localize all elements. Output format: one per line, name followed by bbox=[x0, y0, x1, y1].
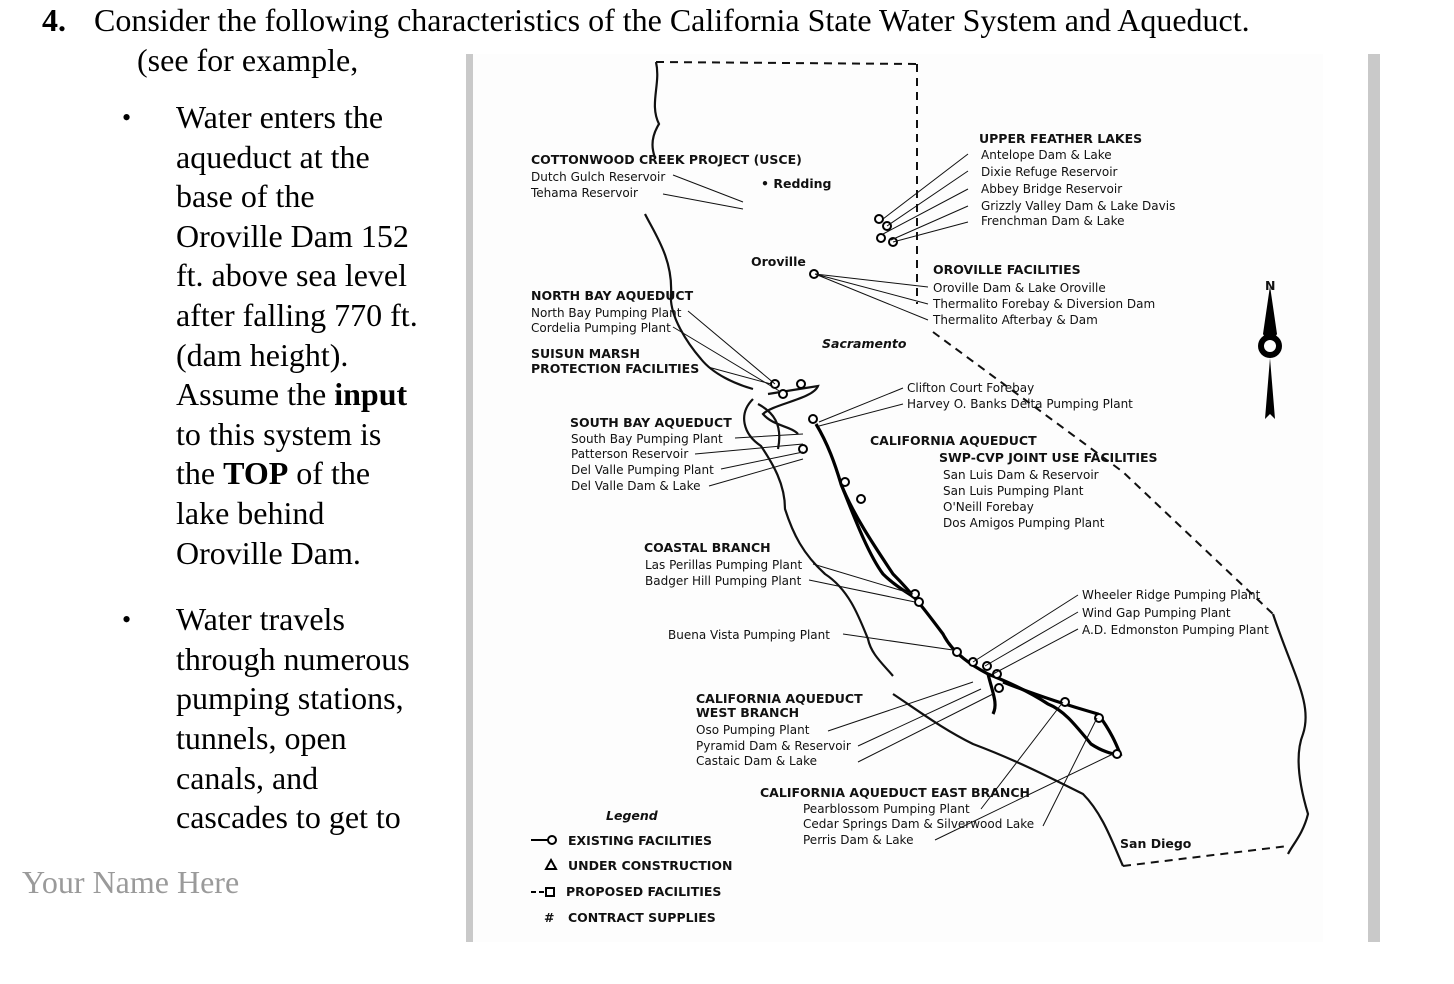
wheeler-item: Wind Gap Pumping Plant bbox=[1082, 606, 1231, 620]
west-branch-item: Oso Pumping Plant bbox=[696, 723, 810, 737]
bullet-list bbox=[118, 98, 448, 838]
east-branch-item: Cedar Springs Dam & Silverwood Lake bbox=[803, 817, 1035, 831]
suisun-title-line: PROTECTION FACILITIES bbox=[531, 361, 700, 376]
bullet-line: Oroville Dam. bbox=[176, 534, 361, 571]
bullet-line: cascades to get to bbox=[176, 799, 401, 836]
bullet-line: aqueduct at the bbox=[176, 138, 370, 175]
south-bay-item: Del Valle Dam & Lake bbox=[571, 479, 701, 493]
bullet-line: • Water enters the bbox=[176, 99, 384, 135]
legend-item: EXISTING FACILITIES bbox=[568, 833, 713, 848]
cottonwood-item: Tehama Reservoir bbox=[531, 186, 638, 200]
oroville-facilities-title: OROVILLE FACILITIES bbox=[933, 262, 1081, 277]
oroville-facilities-item: Oroville Dam & Lake Oroville bbox=[933, 281, 1106, 295]
buena-vista-label: Buena Vista Pumping Plant bbox=[668, 628, 830, 642]
coastal-branch-item: Badger Hill Pumping Plant bbox=[645, 574, 802, 588]
bullet-line: to this system is bbox=[176, 415, 382, 452]
south-bay-item: South Bay Pumping Plant bbox=[571, 432, 723, 446]
bullet-item-travel bbox=[118, 600, 448, 838]
north-arrow-icon bbox=[1258, 278, 1282, 419]
sacramento-label: Sacramento bbox=[822, 336, 907, 351]
coastal-branch-item: Las Perillas Pumping Plant bbox=[645, 558, 803, 572]
map-legend bbox=[531, 808, 733, 925]
north-coast bbox=[645, 62, 753, 389]
legend-title: Legend bbox=[606, 808, 658, 823]
image-frame-right bbox=[1368, 54, 1380, 942]
swp-cvp-title: SWP-CVP JOINT USE FACILITIES bbox=[939, 450, 1158, 465]
bullet-line: • Water travels bbox=[176, 601, 345, 638]
legend-item: UNDER CONSTRUCTION bbox=[568, 858, 733, 873]
upper-feather-item: Dixie Refuge Reservoir bbox=[981, 165, 1118, 179]
south-bay-title: SOUTH BAY AQUEDUCT bbox=[570, 415, 732, 430]
north-bay-title: NORTH BAY AQUEDUCT bbox=[531, 288, 694, 303]
upper-feather-item: Antelope Dam & Lake bbox=[981, 148, 1112, 162]
cottonwood-item: Dutch Gulch Reservoir bbox=[531, 170, 666, 184]
upper-feather-item: Grizzly Valley Dam & Lake Davis bbox=[981, 199, 1176, 213]
california-aqueduct-label: CALIFORNIA AQUEDUCT bbox=[870, 433, 1037, 448]
coastal-branch-line bbox=[841, 484, 916, 599]
oroville-city-label: Oroville bbox=[751, 254, 806, 269]
bullet-line: ft. above sea level bbox=[176, 257, 407, 294]
swp-cvp-item: San Luis Dam & Reservoir bbox=[943, 468, 1099, 482]
bullet-line bbox=[176, 375, 448, 415]
bullet-line: after falling 770 ft. bbox=[176, 296, 418, 333]
bullet-line: Oroville Dam 152 bbox=[176, 217, 409, 254]
delta-item: Clifton Court Forebay bbox=[907, 381, 1035, 395]
coastal-branch-title: COASTAL BRANCH bbox=[644, 540, 771, 555]
west-branch-item: Castaic Dam & Lake bbox=[696, 754, 818, 768]
map-svg bbox=[473, 54, 1323, 942]
swp-cvp-item: San Luis Pumping Plant bbox=[943, 484, 1084, 498]
wheeler-item: Wheeler Ridge Pumping Plant bbox=[1082, 588, 1261, 602]
east-border-south bbox=[1273, 614, 1308, 854]
wheeler-item: A.D. Edmonston Pumping Plant bbox=[1082, 623, 1269, 637]
proposed-facility-symbol bbox=[546, 888, 554, 896]
west-branch-title-line: CALIFORNIA AQUEDUCT bbox=[696, 691, 863, 706]
bullet-item-oroville bbox=[118, 98, 448, 573]
northern-border bbox=[656, 62, 917, 64]
bullet-line bbox=[176, 454, 448, 494]
south-bay-item: Del Valle Pumping Plant bbox=[571, 463, 714, 477]
north-bay-item: Cordelia Pumping Plant bbox=[531, 321, 671, 335]
legend-item: CONTRACT SUPPLIES bbox=[568, 910, 716, 925]
swp-cvp-item: Dos Amigos Pumping Plant bbox=[943, 516, 1105, 530]
upper-feather-item: Frenchman Dam & Lake bbox=[981, 214, 1125, 228]
bullet-line: tunnels, open bbox=[176, 719, 347, 756]
under-construction-symbol bbox=[546, 860, 556, 869]
delta-item: Harvey O. Banks Delta Pumping Plant bbox=[907, 397, 1133, 411]
contract-supply-symbol: # bbox=[544, 910, 555, 925]
name-placeholder[interactable]: Your Name Here bbox=[22, 864, 240, 900]
west-branch-title-line: WEST BRANCH bbox=[696, 705, 800, 720]
upper-feather-item: Abbey Bridge Reservoir bbox=[981, 182, 1123, 196]
oroville-facilities-item: Thermalito Afterbay & Dam bbox=[933, 313, 1098, 327]
west-branch-line bbox=[988, 674, 995, 714]
upper-feather-title: UPPER FEATHER LAKES bbox=[979, 131, 1143, 146]
california-water-map bbox=[473, 54, 1323, 942]
suisun-title-line: SUISUN MARSH bbox=[531, 346, 640, 361]
question-number: 4. bbox=[42, 2, 66, 38]
question-text: Consider the following characteristics of the California State Water System and Aqueduct. bbox=[94, 2, 1250, 38]
east-branch-item: Pearblossom Pumping Plant bbox=[803, 802, 970, 816]
swp-cvp-item: O'Neill Forebay bbox=[943, 500, 1034, 514]
the-text: the bbox=[176, 455, 224, 492]
bullet-line: base of the bbox=[176, 178, 315, 215]
east-branch-item: Perris Dam & Lake bbox=[803, 833, 914, 847]
south-coast bbox=[893, 694, 1123, 866]
bullet-line: (dam height). bbox=[176, 336, 349, 373]
question-heading bbox=[42, 2, 1250, 39]
input-emphasis: input bbox=[334, 376, 408, 413]
of-the-text: of the bbox=[288, 455, 371, 492]
redding-label: • Redding bbox=[761, 176, 832, 191]
assume-text: Assume the bbox=[176, 376, 335, 413]
san-diego-label: San Diego bbox=[1120, 836, 1192, 851]
south-bay-item: Patterson Reservoir bbox=[571, 447, 689, 461]
top-emphasis: TOP bbox=[223, 455, 289, 492]
legend-item: PROPOSED FACILITIES bbox=[566, 884, 722, 899]
west-branch-item: Pyramid Dam & Reservoir bbox=[696, 739, 851, 753]
east-branch-title: CALIFORNIA AQUEDUCT EAST BRANCH bbox=[760, 785, 1030, 800]
bullet-line: pumping stations, bbox=[176, 680, 404, 717]
bullet-line: through numerous bbox=[176, 640, 410, 677]
north-label: N bbox=[1265, 278, 1276, 293]
cottonwood-title: COTTONWOOD CREEK PROJECT (USCE) bbox=[531, 152, 802, 167]
bullet-line: lake behind bbox=[176, 494, 325, 531]
oroville-facilities-item: Thermalito Forebay & Diversion Dam bbox=[933, 297, 1156, 311]
bullet-line: canals, and bbox=[176, 759, 319, 796]
see-example-text: (see for example, bbox=[137, 42, 359, 78]
north-bay-item: North Bay Pumping Plant bbox=[531, 306, 682, 320]
existing-facility-symbol bbox=[548, 836, 556, 844]
